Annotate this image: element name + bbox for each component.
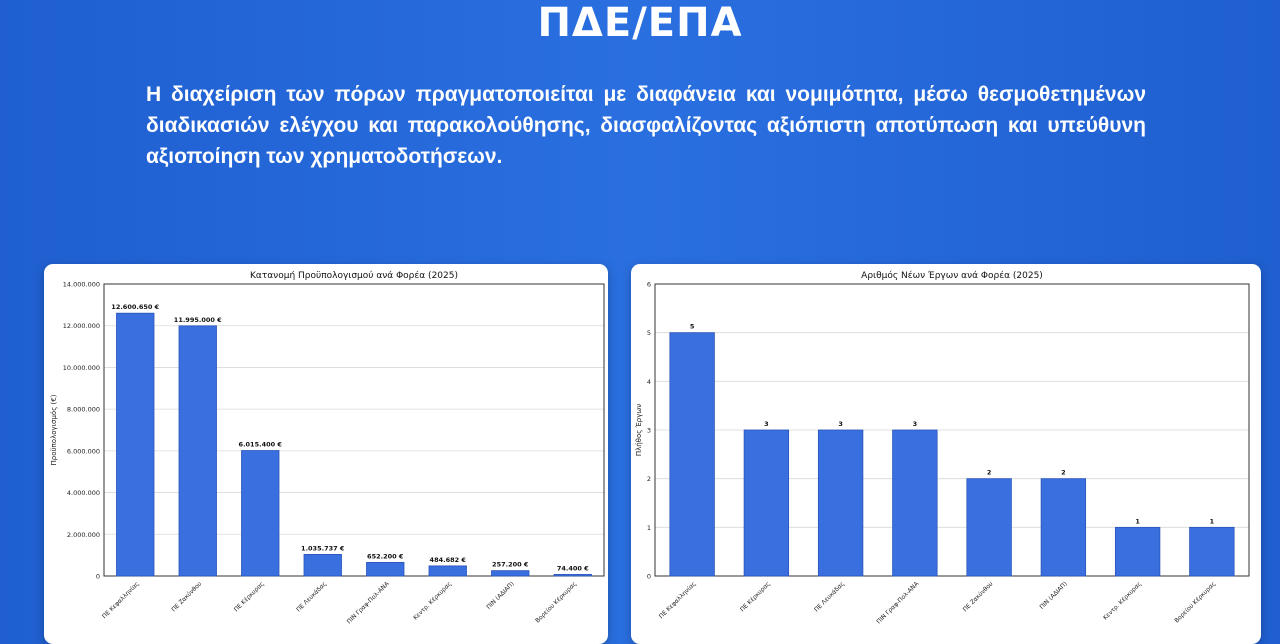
x-tick-label: ΠΕ Λευκάδας xyxy=(813,580,847,614)
data-label: 2 xyxy=(1061,468,1066,477)
data-label: 1.035.737 € xyxy=(301,544,345,553)
x-tick-label: ΠΕ Κέρκυρας xyxy=(738,580,772,614)
y-tick-label: 0 xyxy=(646,572,651,581)
y-axis-label: Προϋπολογισμός (€) xyxy=(50,394,58,466)
y-tick-label: 0 xyxy=(95,572,100,581)
bar xyxy=(367,562,405,576)
x-tick-label: ΠΕ Κεφαλληνίας xyxy=(101,580,141,621)
x-tick-label: ΠΙΝ (ΑΔΙΑΠ) xyxy=(1038,580,1069,611)
x-tick-label: ΠΕ Ζακύνθου xyxy=(961,580,995,614)
y-axis-label: Πλήθος Έργων xyxy=(635,403,643,457)
bar xyxy=(242,451,280,576)
data-label: 257.200 € xyxy=(492,560,529,569)
bar xyxy=(179,326,217,576)
x-tick-label: ΠΙΝ Γραφ-Πολ-ΑΝΑ xyxy=(875,580,921,626)
x-tick-label: ΠΕ Κέρκυρας xyxy=(232,580,266,614)
bar xyxy=(893,430,938,576)
y-tick-label: 10.000.000 xyxy=(62,363,100,372)
bar xyxy=(429,566,467,576)
projects-chart xyxy=(631,264,1261,644)
bar xyxy=(744,430,789,576)
data-label: 1 xyxy=(1135,517,1140,526)
bar xyxy=(1190,527,1235,576)
data-label: 2 xyxy=(986,468,992,477)
data-label: 1 xyxy=(1209,517,1215,526)
y-tick-label: 12.000.000 xyxy=(62,322,100,331)
bar xyxy=(670,333,715,576)
x-tick-label: Κεντρ. Κέρκυρας xyxy=(1101,580,1144,622)
data-label: 3 xyxy=(764,420,769,428)
data-label: 74.400 € xyxy=(556,564,589,573)
bar xyxy=(117,313,155,576)
x-tick-label: ΠΕ Ζακύνθου xyxy=(170,580,204,614)
y-tick-label: 1 xyxy=(646,523,651,532)
bar xyxy=(967,479,1012,576)
chart-title: Κατανομή Προϋπολογισμού ανά Φορέα (2025) xyxy=(250,271,458,281)
bar xyxy=(492,571,530,576)
x-tick-label: Κεντρ. Κέρκυρας xyxy=(412,580,454,622)
data-label: 3 xyxy=(912,420,918,428)
budget-chart-card xyxy=(44,264,608,644)
y-tick-label: 5 xyxy=(646,329,651,338)
y-tick-label: 6.000.000 xyxy=(66,447,100,456)
bar xyxy=(818,430,863,576)
data-label: 11.995.000 € xyxy=(173,315,222,324)
data-label: 484.682 € xyxy=(429,555,466,564)
y-tick-label: 4 xyxy=(646,377,651,386)
intro-paragraph: Η διαχείριση των πόρων πραγματοποιείται με διαφάνεια και νομιμότητα, μέσω θεσμοθετημένων διαδικασιών ελέγχου και παρακολούθησης, διασφαλίζοντας αξιόπιστη αποτύπωση και υπεύθυνη αξιοποίηση των χρηματοδοτήσεων. xyxy=(146,83,1146,168)
data-label: 12.600.650 € xyxy=(111,303,160,312)
x-tick-label: ΠΙΝ Γραφ-Πολ-ΑΝΑ xyxy=(345,580,391,626)
bar xyxy=(304,554,342,576)
page-title: ΠΔΕ/ΕΠΑ xyxy=(537,0,743,46)
budget-chart xyxy=(44,264,608,644)
bar xyxy=(554,574,592,576)
x-tick-label: Βορείου Κέρκυρας xyxy=(1173,580,1218,625)
bar xyxy=(1041,479,1086,576)
data-label: 3 xyxy=(838,420,843,428)
y-tick-label: 8.000.000 xyxy=(66,405,100,414)
x-tick-label: ΠΕ Κεφαλληνίας xyxy=(657,580,698,621)
data-label: 6.015.400 € xyxy=(238,440,282,449)
data-label: 5 xyxy=(689,322,695,331)
y-tick-label: 3 xyxy=(646,426,651,435)
y-tick-label: 6 xyxy=(646,280,651,289)
x-tick-label: ΠΙΝ (ΑΔΙΑΠ) xyxy=(485,580,516,611)
y-tick-label: 4.000.000 xyxy=(66,489,100,498)
x-tick-label: Βορείου Κέρκυρας xyxy=(534,580,579,625)
y-tick-label: 2.000.000 xyxy=(66,530,100,539)
bar xyxy=(1115,527,1160,576)
projects-chart-card xyxy=(631,264,1261,644)
data-label: 652.200 € xyxy=(367,552,404,561)
y-tick-label: 2 xyxy=(646,475,651,484)
chart-title: Αριθμός Νέων Έργων ανά Φορέα (2025) xyxy=(861,271,1043,281)
x-tick-label: ΠΕ Λευκάδας xyxy=(295,580,329,614)
y-tick-label: 14.000.000 xyxy=(62,280,100,289)
